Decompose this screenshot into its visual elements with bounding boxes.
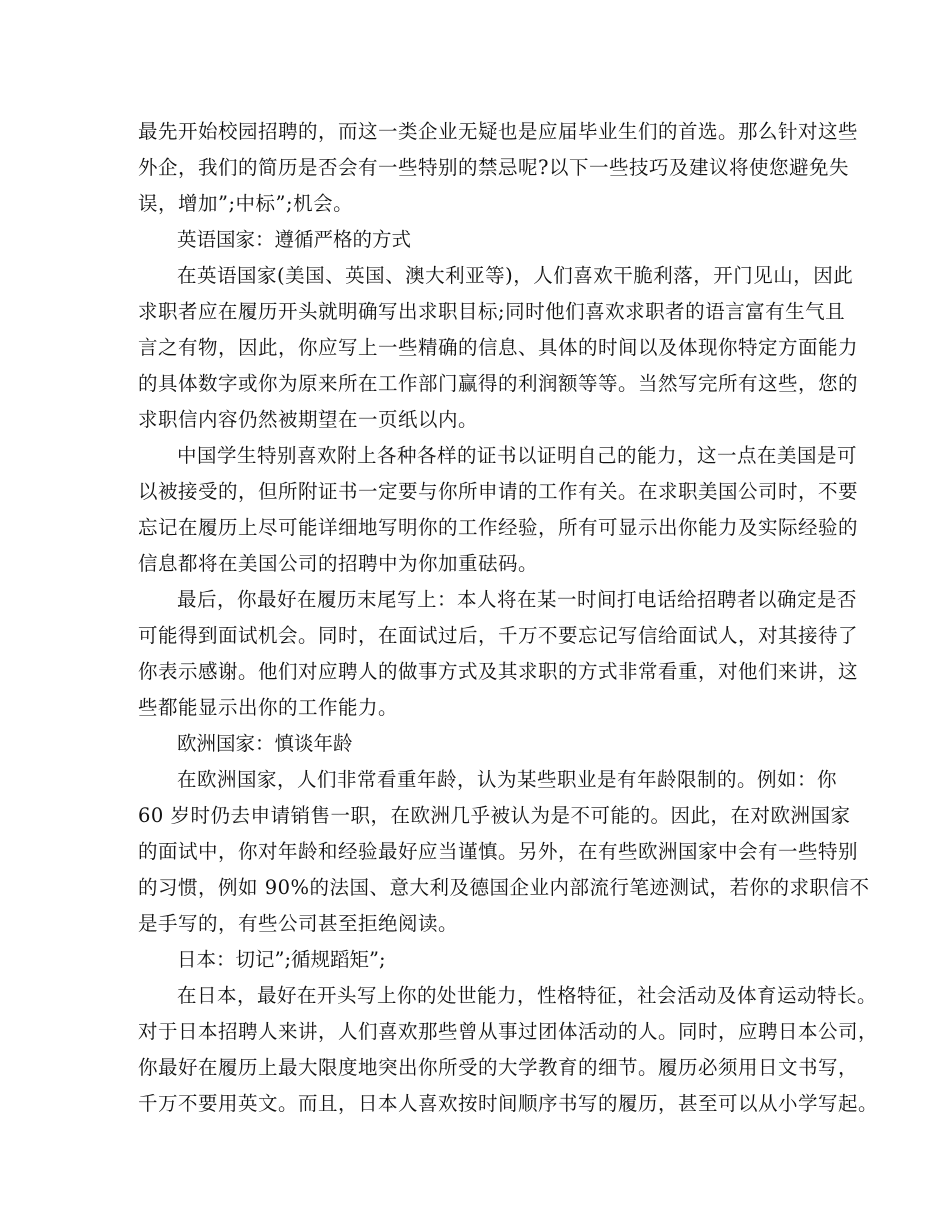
text-line: 误，增加”;中标”;机会。 <box>138 192 354 215</box>
text-line: 最后，你最好在履历末尾写上：本人将在某一时间打电话给招聘者以确定是否 <box>177 588 858 611</box>
text-line: 中国学生特别喜欢附上各种各样的证书以证明自己的能力，这一点在美国是可 <box>177 444 858 467</box>
text-line: 的面试中，你对年龄和经验最好应当谨慎。另外，在有些欧洲国家中会有一些特别 <box>138 840 859 863</box>
section-heading <box>138 726 818 762</box>
text-line: 求职者应在履历开头就明确写出求职目标;同时他们喜欢求职者的语言富有生气且 <box>138 300 846 323</box>
paragraph <box>138 438 859 582</box>
text-line: 在日本，最好在开头写上你的处世能力，性格特征，社会活动及体育运动特长。 <box>177 984 878 1007</box>
text-line: 在欧洲国家，人们非常看重年龄，认为某些职业是有年龄限制的。例如：你 <box>177 768 838 791</box>
paragraph <box>138 258 859 438</box>
paragraph <box>138 978 879 1122</box>
text-line: 信息都将在美国公司的招聘中为你加重砝码。 <box>138 552 539 575</box>
heading-text: 英语国家：遵循严格的方式 <box>177 228 412 251</box>
text-line: 忘记在履历上尽可能详细地写明你的工作经验，所有可显示出你能力及实际经验的 <box>138 516 859 539</box>
text-line: 在英语国家(美国、英国、澳大利亚等)，人们喜欢干脆利落，开门见山，因此 <box>177 264 854 287</box>
section-heading <box>138 942 818 978</box>
text-line: 你表示感谢。他们对应聘人的做事方式及其求职的方式非常看重，对他们来讲，这 <box>138 660 859 683</box>
text-line: 的习惯，例如 90%的法国、意大利及德国企业内部流行笔迹测试，若你的求职信不 <box>138 876 870 899</box>
text-line: 最先开始校园招聘的，而这一类企业无疑也是应届毕业生们的首选。那么针对这些 <box>138 120 859 143</box>
text-line: 对于日本招聘人来讲，人们喜欢那些曾从事过团体活动的人。同时，应聘日本公司， <box>138 1020 879 1043</box>
paragraph <box>138 582 859 726</box>
section-heading <box>138 222 818 258</box>
paragraph <box>138 762 870 942</box>
text-line: 求职信内容仍然被期望在一页纸以内。 <box>138 408 479 431</box>
text-line: 千万不要用英文。而且，日本人喜欢按时间顺序书写的履历，甚至可以从小学写起。 <box>138 1092 879 1115</box>
text-line: 言之有物，因此，你应写上一些精确的信息、具体的时间以及体现你特定方面能力 <box>138 336 859 359</box>
text-line: 以被接受的，但所附证书一定要与你所申请的工作有关。在求职美国公司时，不要 <box>138 480 859 503</box>
heading-text: 欧洲国家：慎谈年龄 <box>177 732 353 755</box>
paragraph <box>138 114 859 222</box>
text-line: 可能得到面试机会。同时，在面试过后，千万不要忘记写信给面试人，对其接待了 <box>138 624 859 647</box>
document-body <box>138 114 879 1122</box>
text-line: 你最好在履历上最大限度地突出你所受的大学教育的细节。履历必须用日文书写， <box>138 1056 859 1079</box>
text-line: 60 岁时仍去申请销售一职，在欧洲几乎被认为是不可能的。因此，在对欧洲国家 <box>138 804 851 827</box>
heading-text: 日本：切记”;循规蹈矩”; <box>177 948 386 971</box>
text-line: 的具体数字或你为原来所在工作部门赢得的利润额等等。当然写完所有这些，您的 <box>138 372 859 395</box>
text-line: 是手写的，有些公司甚至拒绝阅读。 <box>138 912 459 935</box>
text-line: 外企，我们的简历是否会有一些特别的禁忌呢?以下一些技巧及建议将使您避免失 <box>138 156 849 179</box>
text-line: 些都能显示出你的工作能力。 <box>138 696 399 719</box>
